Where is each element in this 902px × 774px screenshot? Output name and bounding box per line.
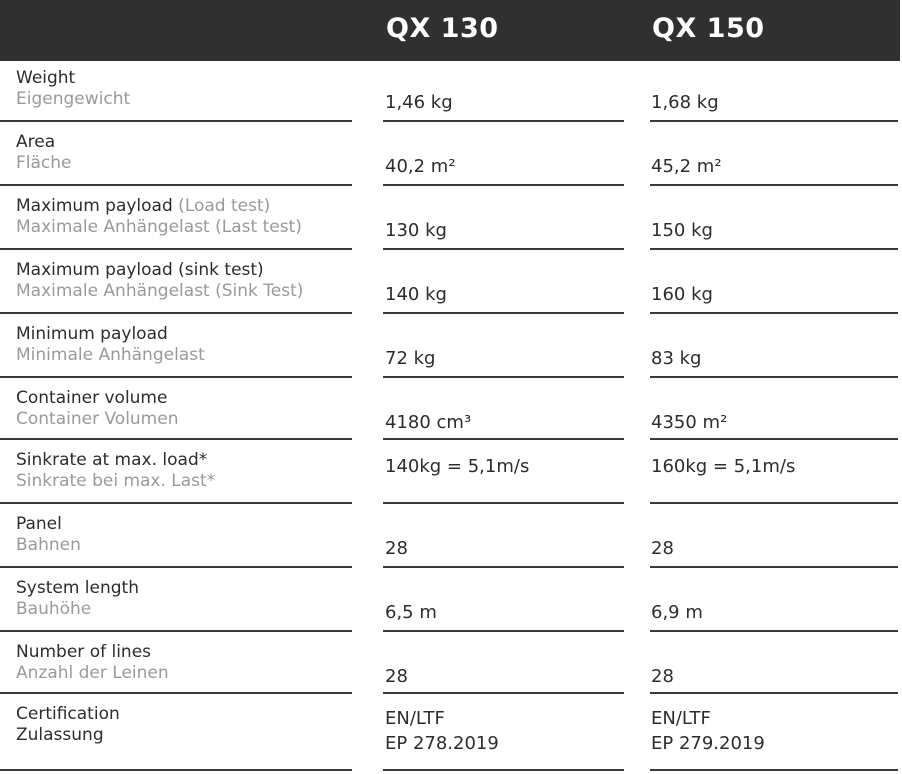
table-row-number-of-lines [0,636,902,696]
row-label-en: Minimum payload [16,324,168,344]
value-qx150: 4350 m² [651,412,728,433]
row-label-de: Container Volumen [16,409,179,429]
table-row-certification [0,698,902,772]
table-row-weight [0,62,902,122]
value-qx150: 1,68 kg [651,92,719,113]
row-label-de: Sinkrate bei max. Last* [16,471,216,491]
row-divider [383,769,624,771]
row-label-en: Maximum payload (sink test) [16,260,264,280]
row-divider [383,502,624,504]
row-divider [0,692,352,694]
row-divider [383,438,624,440]
column-header-qx130: QX 130 [386,13,499,44]
value-qx150: 150 kg [651,220,713,241]
row-divider [383,248,624,250]
table-row-sinkrate [0,444,902,504]
row-label-en: Weight [16,68,76,88]
row-label-de: Fläche [16,153,72,173]
row-divider [0,248,352,250]
row-divider [0,120,352,122]
row-divider [650,502,898,504]
table-row-min-payload [0,318,902,378]
value-qx130: 40,2 m² [385,156,456,177]
value-qx150: 160 kg [651,284,713,305]
row-label-de: Maximale Anhängelast (Last test) [16,217,302,237]
row-divider [383,184,624,186]
row-divider [0,376,352,378]
row-label-en: Sinkrate at max. load* [16,450,208,470]
row-label-en-note: (Load test) [172,196,271,216]
row-label-de: Eigengewicht [16,89,131,109]
row-divider [383,566,624,568]
value-qx150: 83 kg [651,348,702,369]
table-row-panel [0,508,902,568]
table-row-area [0,126,902,186]
value-qx130: 140kg = 5,1m/s [385,456,530,477]
column-header-qx150: QX 150 [652,13,765,44]
row-divider [383,120,624,122]
row-label-en [16,196,302,217]
value-qx130-cert-number: EP 278.2019 [385,733,499,754]
row-label-de: Minimale Anhängelast [16,345,205,365]
row-divider [650,248,898,250]
row-label-en: System length [16,578,139,598]
row-label-en: Certification [16,704,120,724]
value-qx130: 72 kg [385,348,436,369]
value-qx150: 28 [651,538,674,559]
row-divider [650,692,898,694]
value-qx130-cert: EN/LTF [385,708,445,729]
value-qx130: 28 [385,538,408,559]
table-header [0,0,900,61]
table-row-max-payload-load [0,190,902,250]
row-divider [0,184,352,186]
row-label-en: Area [16,132,56,152]
row-divider [650,120,898,122]
value-qx130: 4180 cm³ [385,412,472,433]
table-row-max-payload-sink [0,254,902,314]
value-qx150: 45,2 m² [651,156,722,177]
table-row-system-length [0,572,902,632]
row-label-en: Container volume [16,388,168,408]
value-qx130: 28 [385,666,408,687]
row-divider [383,692,624,694]
row-label-en: Panel [16,514,62,534]
row-divider [0,502,352,504]
row-label-en: Number of lines [16,642,152,662]
value-qx130: 130 kg [385,220,447,241]
value-qx130: 6,5 m [385,602,437,623]
value-qx150-cert: EN/LTF [651,708,711,729]
row-label-de: Bahnen [16,535,81,555]
value-qx150-cert-number: EP 279.2019 [651,733,765,754]
row-label-de: Anzahl der Leinen [16,663,169,683]
value-qx150: 28 [651,666,674,687]
row-label-en-main: Maximum payload [16,196,173,216]
value-qx150: 160kg = 5,1m/s [651,456,796,477]
value-qx130: 140 kg [385,284,447,305]
row-divider [383,630,624,632]
row-divider [0,438,352,440]
row-divider [383,312,624,314]
row-divider [650,376,898,378]
row-divider [650,184,898,186]
row-divider [0,769,352,771]
row-divider [650,312,898,314]
row-divider [0,630,352,632]
row-divider [383,376,624,378]
row-label-de: Zulassung [16,725,104,745]
row-label-de: Bauhöhe [16,599,92,619]
value-qx150: 6,9 m [651,602,703,623]
row-divider [0,312,352,314]
value-qx130: 1,46 kg [385,92,453,113]
table-row-container-volume [0,382,902,442]
row-divider [650,438,898,440]
row-divider [650,769,898,771]
row-divider [650,566,898,568]
row-divider [0,566,352,568]
row-divider [650,630,898,632]
row-label-de: Maximale Anhängelast (Sink Test) [16,281,304,301]
